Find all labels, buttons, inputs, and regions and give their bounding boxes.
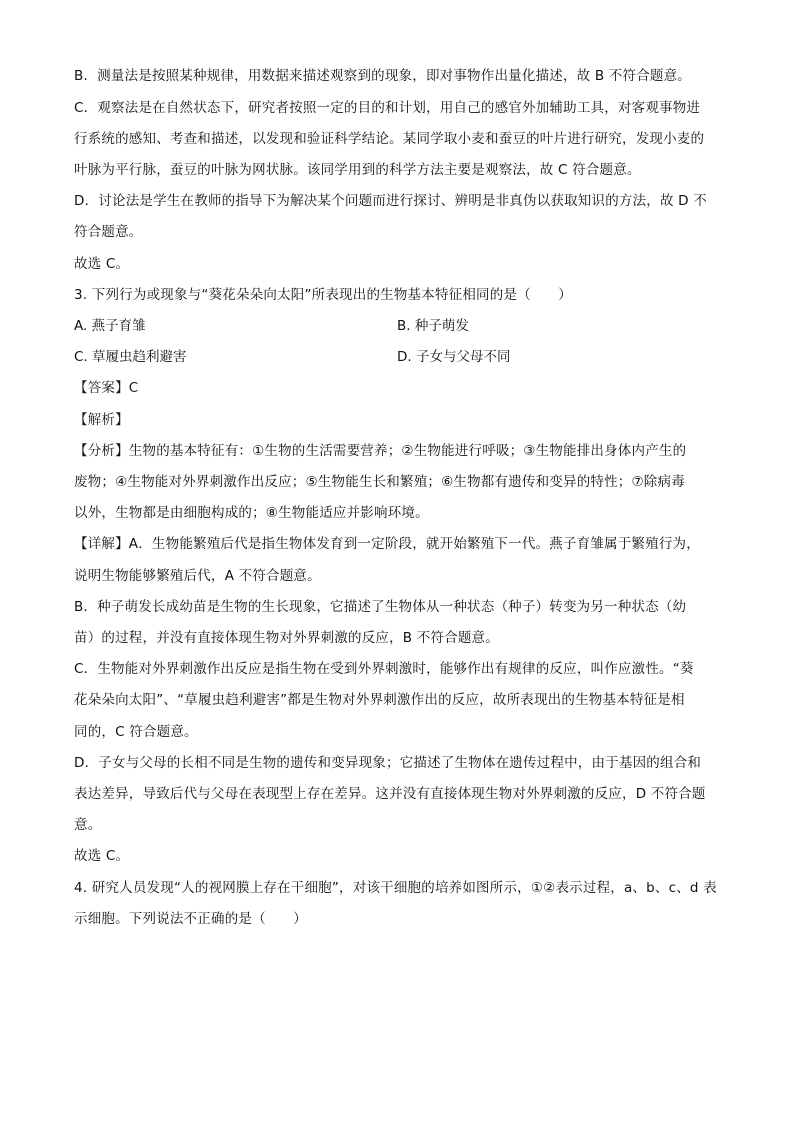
text-line: B．测量法是按照某种规律，用数据来描述观察到的现象，即对事物作出量化描述，故 B 不符合题意。: [74, 68, 692, 84]
text-line: 以外，生物都是由细胞构成的；⑧生物能适应并影响环境。: [74, 505, 429, 521]
answer-line: 【答案】C: [74, 380, 139, 396]
text-line: 说明生物能够繁殖后代，A 不符合题意。: [74, 568, 321, 584]
text-line: 【详解】A．生物能繁殖后代是指生物体发育到一定阶段，就开始繁殖下一代。燕子育雏属于繁殖行为，: [74, 536, 700, 552]
option-c: C. 草履虫趋利避害: [74, 349, 187, 365]
text-line: 同的，C 符合题意。: [74, 724, 198, 740]
option-d: D. 子女与父母不同: [397, 349, 511, 365]
text-line: C．生物能对外界刺激作出反应是指生物在受到外界刺激时，能够作出有规律的反应，叫作应激性。“葵: [74, 661, 694, 677]
analysis-header: 【解析】: [74, 412, 129, 428]
text-line: 花朵朵向太阳”、“草履虫趋利避害”都是生物对外界刺激作出的反应，故所表现出的生物基本特征是相: [74, 692, 685, 708]
option-b: B. 种子萌发: [397, 318, 469, 334]
text-line: 表达差异，导致后代与父母在表现型上存在差异。这并没有直接体现生物对外界刺激的反应，D 不符合题: [74, 786, 706, 802]
text-line: D．子女与父母的长相不同是生物的遗传和变异现象；它描述了生物体在遗传过程中，由于基因的组合和: [74, 755, 702, 771]
option-a: A. 燕子育雏: [74, 318, 146, 334]
text-line: 故选 C。: [74, 848, 130, 864]
question-4-stem: 4. 研究人员发现“人的视网膜上存在干细胞”，对该干细胞的培养如图所示，①②表示过程，a、b、c、d 表: [74, 880, 717, 896]
text-line: B．种子萌发长成幼苗是生物的生长现象，它描述了生物体从一种状态（种子）转变为另一种状态（幼: [74, 599, 687, 615]
question-3-stem: 3. 下列行为或现象与“葵花朵朵向太阳”所表现出的生物基本特征相同的是（ ）: [74, 287, 572, 303]
text-line: 苗）的过程，并没有直接体现生物对外界刺激的反应，B 不符合题意。: [74, 630, 499, 646]
question-4-stem-cont: 示细胞。下列说法不正确的是（ ）: [74, 911, 307, 927]
text-line: 意。: [74, 817, 102, 833]
text-line: 【分析】生物的基本特征有：①生物的生活需要营养；②生物能进行呼吸；③生物能排出身体内产生的: [74, 443, 687, 459]
text-line: 符合题意。: [74, 224, 143, 240]
text-line: 叶脉为平行脉，蚕豆的叶脉为网状脉。该同学用到的科学方法主要是观察法，故 C 符合题意。: [74, 162, 641, 178]
text-line: C．观察法是在自然状态下，研究者按照一定的目的和计划，用自己的感官外加辅助工具，对客观事物进: [74, 100, 701, 116]
text-line: D．讨论法是学生在教师的指导下为解决某个问题而进行探讨、辨明是非真伪以获取知识的方法，故 D 不: [74, 193, 707, 209]
text-line: 废物；④生物能对外界刺激作出反应；⑤生物能生长和繁殖；⑥生物都有遗传和变异的特性；⑦除病毒: [74, 474, 685, 490]
text-line: 行系统的感知、考查和描述，以发现和验证科学结论。某同学取小麦和蚕豆的叶片进行研究，发现小麦的: [74, 131, 705, 147]
text-line: 故选 C。: [74, 256, 130, 272]
